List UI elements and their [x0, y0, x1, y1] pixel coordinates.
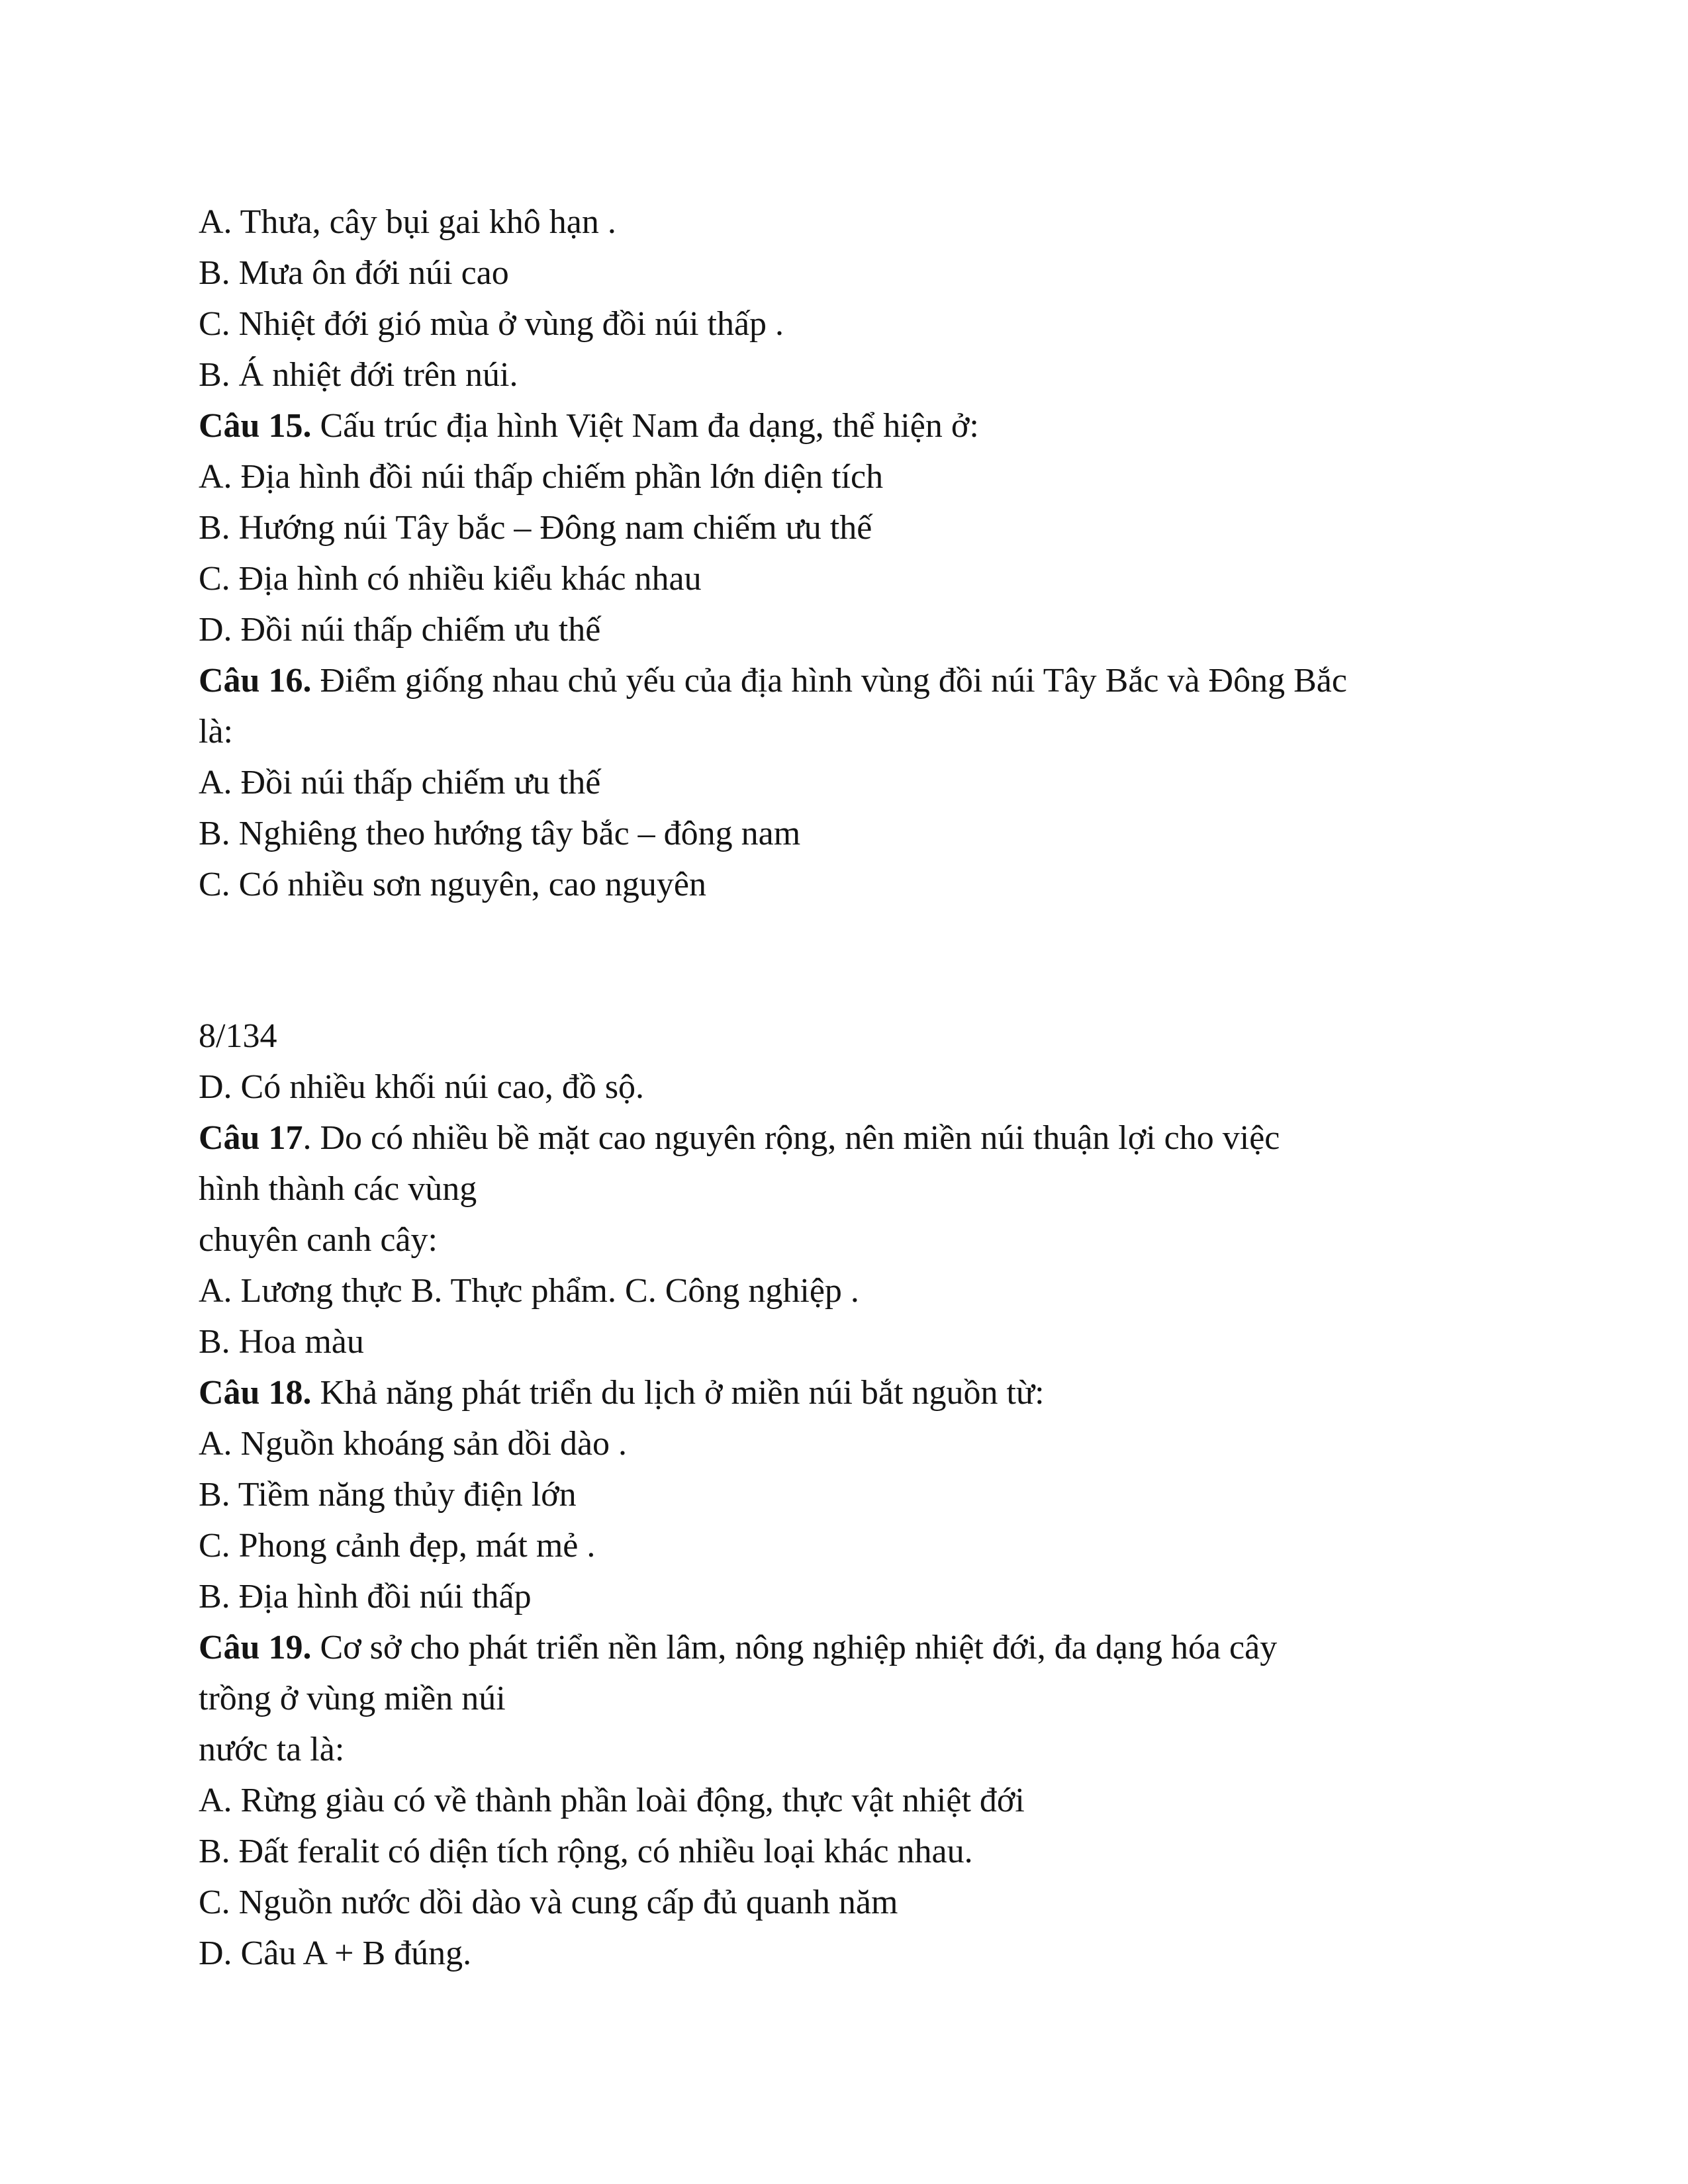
- answer-line: B. Đất feralit có diện tích rộng, có nhiều loại khác nhau.: [199, 1833, 973, 1870]
- answer-line: A. Thưa, cây bụi gai khô hạn .: [199, 203, 616, 241]
- question-19-continuation: nước ta là:: [199, 1731, 345, 1768]
- question-block-bottom: [199, 1062, 1496, 1979]
- page-number: 8/134: [199, 1017, 277, 1055]
- question-block-top: [199, 197, 1496, 910]
- answer-line: B. Hoa màu: [199, 1323, 364, 1361]
- question-15: Câu 15. Cấu trúc địa hình Việt Nam đa dạng, thể hiện ở:: [199, 407, 979, 445]
- answer-line: A. Địa hình đồi núi thấp chiếm phần lớn diện tích: [199, 458, 884, 496]
- answer-line: A. Lương thực B. Thực phẩm. C. Công nghiệp .: [199, 1272, 859, 1310]
- question-17: Câu 17. Do có nhiều bề mặt cao nguyên rộng, nên miền núi thuận lợi cho việc: [199, 1119, 1280, 1157]
- answer-line: C. Nhiệt đới gió mùa ở vùng đồi núi thấp .: [199, 305, 784, 343]
- answer-line: B. Địa hình đồi núi thấp: [199, 1578, 532, 1615]
- question-19: Câu 19. Cơ sở cho phát triển nền lâm, nông nghiệp nhiệt đới, đa dạng hóa cây: [199, 1629, 1278, 1666]
- answer-line: B. Á nhiệt đới trên núi.: [199, 356, 518, 394]
- answer-line: C. Phong cảnh đẹp, mát mẻ .: [199, 1527, 596, 1565]
- question-16-continuation: là:: [199, 713, 233, 751]
- answer-line: A. Rừng giàu có về thành phần loài động, thực vật nhiệt đới: [199, 1782, 1025, 1819]
- answer-line: C. Địa hình có nhiều kiểu khác nhau: [199, 560, 702, 598]
- answer-line: C. Nguồn nước dồi dào và cung cấp đủ quanh năm: [199, 1884, 898, 1921]
- answer-line: D. Có nhiều khối núi cao, đồ sộ.: [199, 1068, 645, 1106]
- question-19-continuation: trồng ở vùng miền núi: [199, 1680, 506, 1717]
- question-17-continuation: chuyên canh cây:: [199, 1221, 438, 1259]
- answer-line: B. Nghiêng theo hướng tây bắc – đông nam: [199, 815, 801, 852]
- answer-line: C. Có nhiều sơn nguyên, cao nguyên: [199, 866, 706, 903]
- question-18: Câu 18. Khả năng phát triển du lịch ở miền núi bắt nguồn từ:: [199, 1374, 1045, 1412]
- answer-line: A. Đồi núi thấp chiếm ưu thế: [199, 764, 601, 801]
- question-17-continuation: hình thành các vùng: [199, 1170, 477, 1208]
- page-number-block: [199, 1011, 1496, 1062]
- question-16: Câu 16. Điểm giống nhau chủ yếu của địa hình vùng đồi núi Tây Bắc và Đông Bắc: [199, 662, 1347, 700]
- answer-line: B. Mưa ôn đới núi cao: [199, 254, 509, 292]
- answer-line: A. Nguồn khoáng sản dồi dào .: [199, 1425, 628, 1463]
- answer-line: B. Hướng núi Tây bắc – Đông nam chiếm ưu thế: [199, 509, 872, 547]
- answer-line: D. Câu A + B đúng.: [199, 1934, 472, 1972]
- answer-line: B. Tiềm năng thủy điện lớn: [199, 1476, 577, 1514]
- answer-line: D. Đồi núi thấp chiếm ưu thế: [199, 611, 601, 649]
